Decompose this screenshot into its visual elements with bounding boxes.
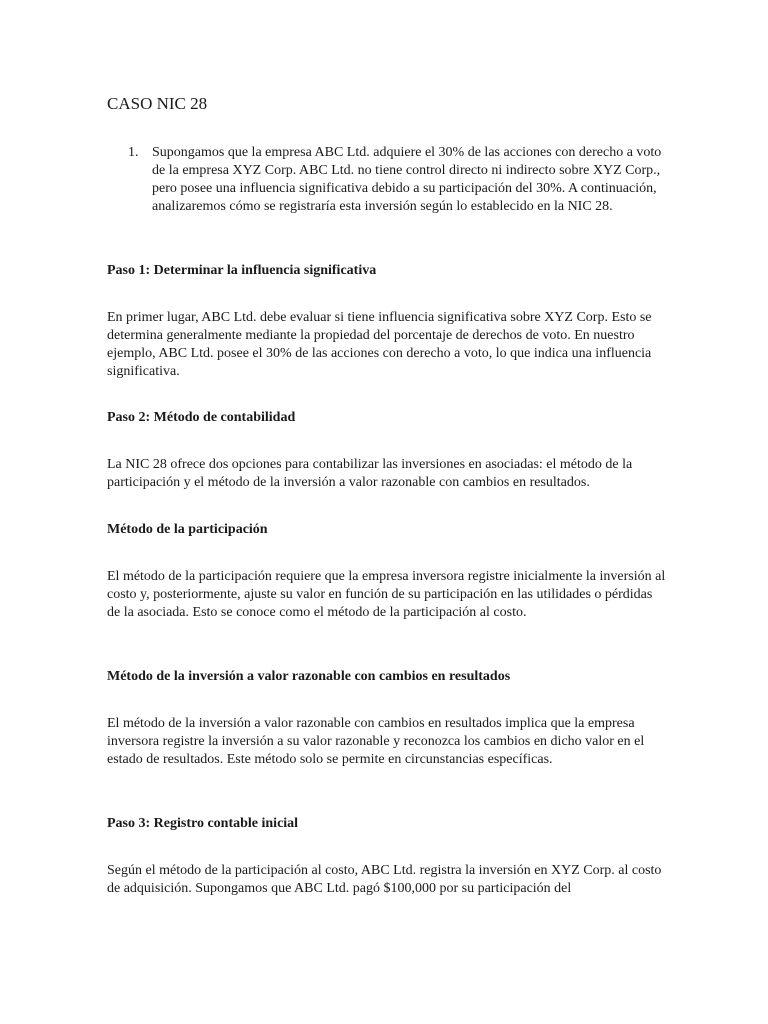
section-heading-paso-3: Paso 3: Registro contable inicial [107,816,299,831]
section-body-metodo-participacion: El método de la participación requiere que la empresa inversora registre inicialmente la inversión al costo y, posteriormente, ajuste su valor en función de su participación en las utilidades o pérdidas de la asociada. Esto se conoce como el método de la participación al costo. [107,569,666,620]
list-item-text: Supongamos que la empresa ABC Ltd. adquiere el 30% de las acciones con derecho a voto de la empresa XYZ Corp. ABC Ltd. no tiene control directo ni indirecto sobre XYZ Corp., pero posee una influencia significativa debido a su participación del 30%. A continuación, analizaremos cómo se registraría esta inversión según lo establecido en la NIC 28. [152,145,662,214]
section-heading-paso-1: Paso 1: Determinar la influencia significativa [107,263,377,278]
section-heading-metodo-participacion: Método de la participación [107,522,268,537]
section-heading-paso-2: Paso 2: Método de contabilidad [107,410,296,425]
numbered-list [107,144,667,216]
list-item [107,144,667,216]
section-body-paso-1: En primer lugar, ABC Ltd. debe evaluar si tiene influencia significativa sobre XYZ Corp. Esto se determina generalmente mediante la propiedad del porcentaje de derechos de voto. En nuestro ejemplo, ABC Ltd. posee el 30% de las acciones con derecho a voto, lo que indica una influencia significativa. [107,310,652,379]
section-body-paso-3: Según el método de la participación al costo, ABC Ltd. registra la inversión en XYZ Corp. al costo de adquisición. Supongamos que ABC Ltd. pagó $100,000 por su participación del [107,863,662,896]
document-title: CASO NIC 28 [107,94,208,113]
section-body-metodo-valor-razonable: El método de la inversión a valor razonable con cambios en resultados implica que la empresa inversora registre la inversión a su valor razonable y reconozca los cambios en dicho valor en el estado de resultados. Este método solo se permite en circunstancias específicas. [107,716,645,767]
section-body-paso-2: La NIC 28 ofrece dos opciones para contabilizar las inversiones en asociadas: el método de la participación y el método de la inversión a valor razonable con cambios en resultados. [107,457,633,490]
list-item-number: 1. [128,145,139,160]
section-heading-metodo-valor-razonable: Método de la inversión a valor razonable con cambios en resultados [107,669,511,684]
